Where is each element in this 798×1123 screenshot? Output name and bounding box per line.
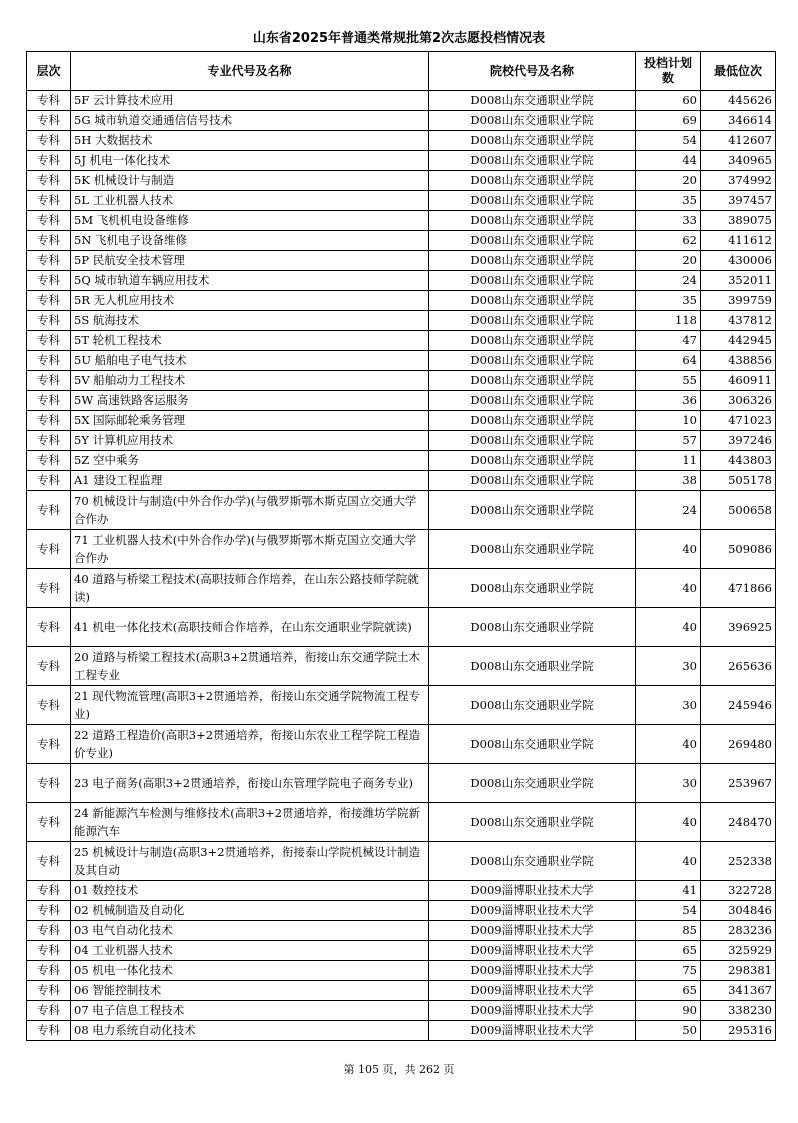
cell-rank: 322728 [701,881,776,901]
cell-plan: 65 [636,941,701,961]
cell-major: 06 智能控制技术 [71,981,429,1001]
cell-rank: 252338 [701,842,776,881]
cell-major: 5S 航海技术 [71,311,429,331]
cell-major: 5T 轮机工程技术 [71,331,429,351]
table-row [27,491,776,530]
table-row [27,211,776,231]
cell-level: 专科 [27,451,71,471]
cell-plan: 85 [636,921,701,941]
cell-level: 专科 [27,91,71,111]
cell-plan: 62 [636,231,701,251]
cell-plan: 20 [636,171,701,191]
cell-major: 5P 民航安全技术管理 [71,251,429,271]
cell-plan: 64 [636,351,701,371]
table-row [27,151,776,171]
cell-level: 专科 [27,271,71,291]
table-row [27,921,776,941]
cell-level: 专科 [27,331,71,351]
cell-rank: 430006 [701,251,776,271]
cell-major: 04 工业机器人技术 [71,941,429,961]
cell-plan: 40 [636,569,701,608]
cell-rank: 412607 [701,131,776,151]
cell-level: 专科 [27,881,71,901]
cell-major: 22 道路工程造价(高职3+2贯通培养，衔接山东农业工程学院工程造价专业) [71,725,429,764]
cell-rank: 338230 [701,1001,776,1021]
cell-rank: 283236 [701,921,776,941]
table-row [27,271,776,291]
cell-rank: 325929 [701,941,776,961]
cell-level: 专科 [27,231,71,251]
cell-school: D008山东交通职业学院 [429,231,636,251]
cell-major: 20 道路与桥梁工程技术(高职3+2贯通培养，衔接山东交通学院土木工程专业 [71,647,429,686]
cell-level: 专科 [27,251,71,271]
cell-plan: 38 [636,471,701,491]
cell-level: 专科 [27,131,71,151]
table-row [27,1021,776,1041]
cell-rank: 500658 [701,491,776,530]
cell-plan: 40 [636,608,701,647]
cell-plan: 40 [636,803,701,842]
cell-level: 专科 [27,803,71,842]
cell-rank: 304846 [701,901,776,921]
cell-school: D008山东交通职业学院 [429,842,636,881]
page-footer: 第 105 页，共 262 页 [343,1063,455,1076]
cell-level: 专科 [27,941,71,961]
cell-plan: 41 [636,881,701,901]
cell-rank: 438856 [701,351,776,371]
table-header-row [27,52,776,91]
cell-major: 5Y 计算机应用技术 [71,431,429,451]
header-major: 专业代号及名称 [71,52,429,91]
cell-school: D008山东交通职业学院 [429,764,636,803]
cell-school: D008山东交通职业学院 [429,391,636,411]
cell-plan: 35 [636,191,701,211]
cell-plan: 30 [636,764,701,803]
cell-school: D008山东交通职业学院 [429,331,636,351]
cell-plan: 47 [636,331,701,351]
cell-plan: 33 [636,211,701,231]
cell-level: 专科 [27,411,71,431]
cell-level: 专科 [27,608,71,647]
table-row [27,171,776,191]
cell-school: D009淄博职业技术大学 [429,961,636,981]
cell-rank: 269480 [701,725,776,764]
cell-plan: 40 [636,842,701,881]
cell-level: 专科 [27,211,71,231]
cell-rank: 399759 [701,291,776,311]
header-school: 院校代号及名称 [429,52,636,91]
header-rank: 最低位次 [701,52,776,91]
cell-plan: 118 [636,311,701,331]
cell-major: 03 电气自动化技术 [71,921,429,941]
cell-rank: 445626 [701,91,776,111]
table-row [27,451,776,471]
cell-rank: 248470 [701,803,776,842]
cell-plan: 30 [636,647,701,686]
cell-major: 02 机械制造及自动化 [71,901,429,921]
cell-school: D009淄博职业技术大学 [429,881,636,901]
cell-school: D008山东交通职业学院 [429,451,636,471]
table-row [27,431,776,451]
cell-plan: 40 [636,725,701,764]
cell-plan: 69 [636,111,701,131]
cell-level: 专科 [27,191,71,211]
table-body [27,91,776,1041]
cell-plan: 55 [636,371,701,391]
table-row [27,569,776,608]
cell-rank: 505178 [701,471,776,491]
cell-school: D008山东交通职业学院 [429,371,636,391]
cell-school: D008山东交通职业学院 [429,271,636,291]
cell-major: 21 现代物流管理(高职3+2贯通培养，衔接山东交通学院物流工程专业) [71,686,429,725]
table-row [27,764,776,803]
cell-plan: 24 [636,491,701,530]
cell-rank: 397246 [701,431,776,451]
cell-rank: 374992 [701,171,776,191]
cell-major: 5V 船舶动力工程技术 [71,371,429,391]
cell-school: D008山东交通职业学院 [429,530,636,569]
cell-school: D009淄博职业技术大学 [429,1001,636,1021]
cell-level: 专科 [27,961,71,981]
cell-major: 5Q 城市轨道车辆应用技术 [71,271,429,291]
cell-major: 40 道路与桥梁工程技术(高职技师合作培养，在山东公路技师学院就读) [71,569,429,608]
cell-school: D008山东交通职业学院 [429,647,636,686]
header-plan: 投档计划数 [636,52,701,91]
cell-major: 05 机电一体化技术 [71,961,429,981]
cell-level: 专科 [27,491,71,530]
cell-level: 专科 [27,764,71,803]
cell-school: D009淄博职业技术大学 [429,901,636,921]
cell-level: 专科 [27,725,71,764]
cell-level: 专科 [27,111,71,131]
cell-level: 专科 [27,471,71,491]
cell-rank: 265636 [701,647,776,686]
table-row [27,311,776,331]
cell-plan: 20 [636,251,701,271]
cell-plan: 10 [636,411,701,431]
cell-major: 5F 云计算技术应用 [71,91,429,111]
table-row [27,291,776,311]
cell-school: D008山东交通职业学院 [429,191,636,211]
table-row [27,371,776,391]
table-row [27,881,776,901]
cell-plan: 54 [636,131,701,151]
cell-plan: 44 [636,151,701,171]
cell-school: D008山东交通职业学院 [429,431,636,451]
table-row [27,471,776,491]
cell-level: 专科 [27,901,71,921]
cell-rank: 396925 [701,608,776,647]
cell-major: 5N 飞机电子设备维修 [71,231,429,251]
cell-level: 专科 [27,921,71,941]
table-row [27,901,776,921]
cell-school: D008山东交通职业学院 [429,291,636,311]
cell-school: D008山东交通职业学院 [429,608,636,647]
cell-major: 5J 机电一体化技术 [71,151,429,171]
cell-major: 01 数控技术 [71,881,429,901]
cell-school: D009淄博职业技术大学 [429,1021,636,1041]
cell-major: 5X 国际邮轮乘务管理 [71,411,429,431]
cell-level: 专科 [27,431,71,451]
cell-major: 5L 工业机器人技术 [71,191,429,211]
cell-rank: 352011 [701,271,776,291]
cell-school: D008山东交通职业学院 [429,725,636,764]
cell-level: 专科 [27,351,71,371]
cell-rank: 346614 [701,111,776,131]
cell-level: 专科 [27,1001,71,1021]
cell-rank: 437812 [701,311,776,331]
table-row [27,981,776,1001]
table-row [27,961,776,981]
cell-school: D008山东交通职业学院 [429,131,636,151]
cell-major: 5H 大数据技术 [71,131,429,151]
cell-school: D009淄博职业技术大学 [429,981,636,1001]
cell-school: D008山东交通职业学院 [429,91,636,111]
admission-table [26,51,776,1041]
table-row [27,941,776,961]
cell-plan: 50 [636,1021,701,1041]
cell-major: 25 机械设计与制造(高职3+2贯通培养，衔接泰山学院机械设计制造及其自动 [71,842,429,881]
cell-rank: 460911 [701,371,776,391]
table-row [27,842,776,881]
cell-school: D008山东交通职业学院 [429,471,636,491]
cell-rank: 471023 [701,411,776,431]
cell-plan: 57 [636,431,701,451]
cell-school: D008山东交通职业学院 [429,411,636,431]
cell-rank: 295316 [701,1021,776,1041]
cell-level: 专科 [27,530,71,569]
table-row [27,803,776,842]
cell-major: 23 电子商务(高职3+2贯通培养，衔接山东管理学院电子商务专业) [71,764,429,803]
cell-plan: 36 [636,391,701,411]
table-row [27,391,776,411]
cell-plan: 65 [636,981,701,1001]
table-row [27,251,776,271]
table-row [27,608,776,647]
cell-rank: 397457 [701,191,776,211]
table-row [27,686,776,725]
cell-school: D008山东交通职业学院 [429,211,636,231]
cell-level: 专科 [27,686,71,725]
cell-rank: 389075 [701,211,776,231]
cell-major: 08 电力系统自动化技术 [71,1021,429,1041]
table-row [27,191,776,211]
cell-plan: 40 [636,530,701,569]
cell-plan: 11 [636,451,701,471]
cell-major: A1 建设工程监理 [71,471,429,491]
cell-level: 专科 [27,1021,71,1041]
cell-level: 专科 [27,151,71,171]
cell-rank: 298381 [701,961,776,981]
cell-level: 专科 [27,391,71,411]
cell-school: D009淄博职业技术大学 [429,921,636,941]
cell-rank: 253967 [701,764,776,803]
table-row [27,231,776,251]
cell-level: 专科 [27,981,71,1001]
cell-major: 71 工业机器人技术(中外合作办学)(与俄罗斯鄂木斯克国立交通大学合作办 [71,530,429,569]
cell-plan: 60 [636,91,701,111]
cell-major: 5Z 空中乘务 [71,451,429,471]
cell-school: D008山东交通职业学院 [429,171,636,191]
cell-major: 5W 高速铁路客运服务 [71,391,429,411]
cell-rank: 509086 [701,530,776,569]
cell-level: 专科 [27,569,71,608]
cell-rank: 306326 [701,391,776,411]
cell-major: 07 电子信息工程技术 [71,1001,429,1021]
cell-school: D008山东交通职业学院 [429,351,636,371]
table-row [27,351,776,371]
cell-level: 专科 [27,647,71,686]
cell-rank: 245946 [701,686,776,725]
cell-rank: 411612 [701,231,776,251]
cell-rank: 341367 [701,981,776,1001]
table-row [27,111,776,131]
cell-major: 5G 城市轨道交通通信信号技术 [71,111,429,131]
table-row [27,331,776,351]
cell-level: 专科 [27,371,71,391]
cell-major: 41 机电一体化技术(高职技师合作培养，在山东交通职业学院就读) [71,608,429,647]
table-row [27,1001,776,1021]
table-row [27,91,776,111]
cell-major: 24 新能源汽车检测与维修技术(高职3+2贯通培养，衔接潍坊学院新能源汽车 [71,803,429,842]
cell-plan: 54 [636,901,701,921]
cell-rank: 340965 [701,151,776,171]
cell-major: 5U 船舶电子电气技术 [71,351,429,371]
cell-plan: 90 [636,1001,701,1021]
cell-plan: 30 [636,686,701,725]
table-row [27,530,776,569]
page-title: 山东省2025年普通类常规批第2次志愿投档情况表 [252,31,546,46]
cell-school: D008山东交通职业学院 [429,686,636,725]
cell-rank: 443803 [701,451,776,471]
cell-school: D008山东交通职业学院 [429,111,636,131]
cell-level: 专科 [27,311,71,331]
cell-major: 5R 无人机应用技术 [71,291,429,311]
cell-rank: 471866 [701,569,776,608]
header-level: 层次 [27,52,71,91]
cell-school: D008山东交通职业学院 [429,311,636,331]
cell-school: D009淄博职业技术大学 [429,941,636,961]
cell-major: 5M 飞机机电设备维修 [71,211,429,231]
cell-plan: 35 [636,291,701,311]
cell-school: D008山东交通职业学院 [429,803,636,842]
cell-level: 专科 [27,291,71,311]
cell-major: 70 机械设计与制造(中外合作办学)(与俄罗斯鄂木斯克国立交通大学合作办 [71,491,429,530]
cell-school: D008山东交通职业学院 [429,569,636,608]
table-row [27,647,776,686]
table-row [27,411,776,431]
table-row [27,131,776,151]
cell-level: 专科 [27,171,71,191]
table-row [27,725,776,764]
cell-school: D008山东交通职业学院 [429,151,636,171]
cell-level: 专科 [27,842,71,881]
cell-school: D008山东交通职业学院 [429,251,636,271]
cell-plan: 75 [636,961,701,981]
cell-plan: 24 [636,271,701,291]
cell-rank: 442945 [701,331,776,351]
cell-major: 5K 机械设计与制造 [71,171,429,191]
cell-school: D008山东交通职业学院 [429,491,636,530]
